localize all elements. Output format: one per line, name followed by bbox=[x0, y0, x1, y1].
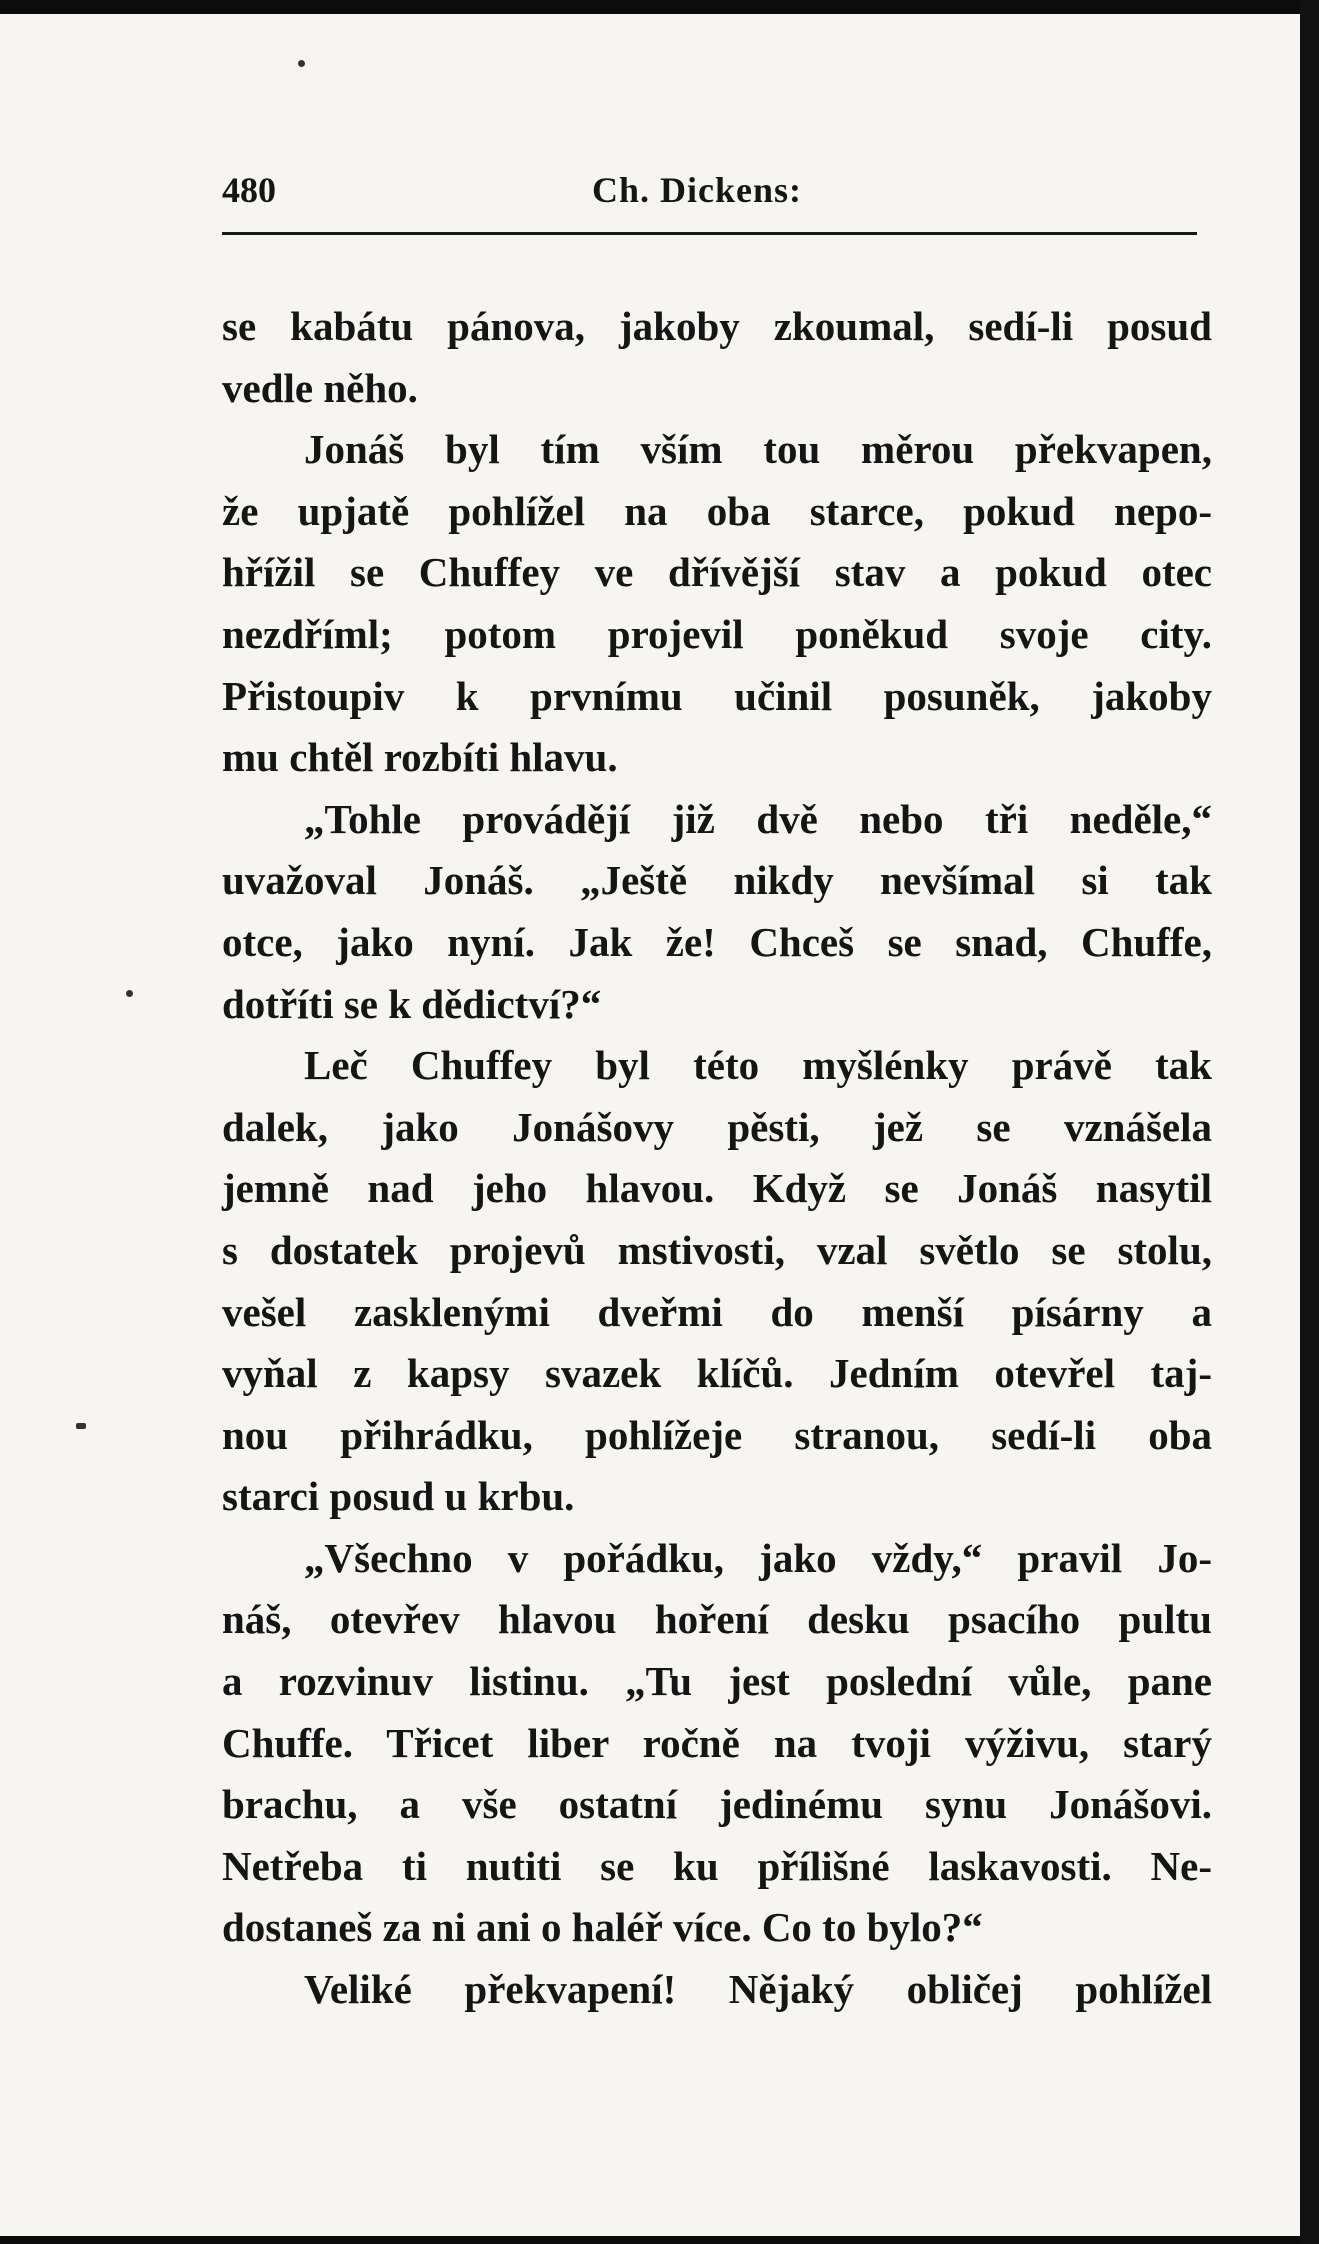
text-line: vešel zasklenými dveřmi do menší písárny a bbox=[222, 1288, 1212, 1335]
text-line: „Tohle provádějí již dvě nebo tři neděle,“ bbox=[304, 795, 1212, 842]
running-head: Ch. Dickens: bbox=[592, 170, 803, 210]
text-line: mu chtěl rozbíti hlavu. bbox=[222, 734, 618, 781]
text-line: dalek, jako Jonášovy pěsti, jež se vznášela bbox=[222, 1103, 1212, 1150]
header-rule bbox=[222, 232, 1197, 235]
text-line: a rozvinuv listinu. „Tu jest poslední vůle, pane bbox=[222, 1658, 1212, 1705]
page-number: 480 bbox=[222, 170, 276, 210]
text-line: dostaneš za ni ani o haléř více. Co to bylo?“ bbox=[222, 1904, 983, 1951]
text-line: dotříti se k dědictví?“ bbox=[222, 980, 602, 1027]
text-line: Jonáš byl tím vším tou měrou překvapen, bbox=[304, 426, 1212, 473]
scan-border bbox=[1300, 0, 1319, 2244]
text-line: starci posud u krbu. bbox=[222, 1473, 575, 1520]
text-line: hřížil se Chuffey ve dřívější stav a pokud otec bbox=[222, 549, 1212, 596]
text-line: nezdříml; potom projevil poněkud svoje city. bbox=[222, 610, 1212, 657]
text-line: vedle něho. bbox=[222, 364, 418, 411]
text-line: otce, jako nyní. Jak že! Chceš se snad, Chuffe, bbox=[222, 918, 1212, 965]
text-line: nou přihrádku, pohlížeje stranou, sedí-li oba bbox=[222, 1411, 1212, 1458]
text-line: Netřeba ti nutiti se ku přílišné laskavosti. Ne- bbox=[222, 1842, 1212, 1889]
text-line: vyňal z kapsy svazek klíčů. Jedním otevřel taj- bbox=[222, 1350, 1212, 1397]
text-line: brachu, a vše ostatní jedinému synu Jonášovi. bbox=[222, 1781, 1212, 1828]
scan-speck bbox=[298, 60, 305, 67]
text-line: Přistoupiv k prvnímu učinil posuněk, jakoby bbox=[222, 672, 1212, 719]
text-line: se kabátu pánova, jakoby zkoumal, sedí-li posud bbox=[222, 303, 1212, 349]
text-line: uvažoval Jonáš. „Ještě nikdy nevšímal si tak bbox=[222, 857, 1212, 904]
text-line: náš, otevřev hlavou hoření desku psacího pultu bbox=[222, 1596, 1212, 1643]
text-line: Veliké překvapení! Nějaký obličej pohlížel bbox=[304, 1966, 1212, 2013]
text-line: že upjatě pohlížel na oba starce, pokud nepo- bbox=[222, 487, 1212, 534]
page-header bbox=[222, 165, 1197, 221]
text-line: Chuffe. Třicet liber ročně na tvoji výživu, starý bbox=[222, 1719, 1212, 1766]
text-line: Leč Chuffey byl této myšlénky právě tak bbox=[304, 1042, 1212, 1089]
text-line: s dostatek projevů mstivosti, vzal světlo se stolu, bbox=[222, 1226, 1212, 1273]
scan-speck bbox=[126, 990, 133, 997]
scan-speck bbox=[76, 1423, 86, 1429]
body-text bbox=[222, 296, 1212, 2021]
text-line: „Všechno v pořádku, jako vždy,“ pravil Jo- bbox=[304, 1534, 1212, 1581]
text-line: jemně nad jeho hlavou. Když se Jonáš nasytil bbox=[222, 1165, 1212, 1212]
